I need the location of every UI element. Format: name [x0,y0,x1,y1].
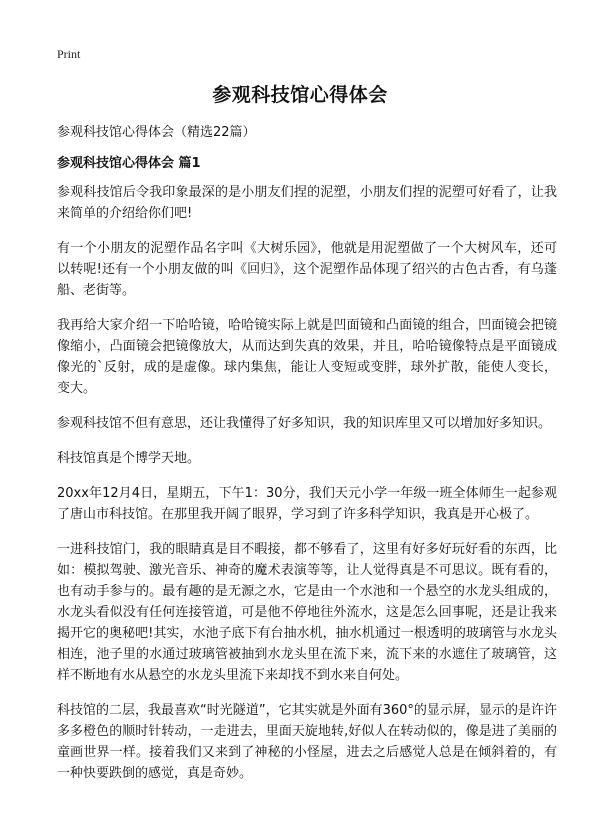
section-heading: 参观科技馆心得体会 篇1 [57,156,201,171]
paragraph-3: 我再给大家介绍一下哈哈镜，哈哈镜实际上就是凹面镜和凸面镜的组合，凹面镜会把镜像缩小，凸面镜会把镜像放大，从而达到失真的效果，并且，哈哈镜像特点是平面镜成像光的`反射，成的是虚像。球内集焦，能让人变短或变胖，球外扩散，能使人变长，变大。 [57,318,557,396]
paragraph-4: 参观科技馆不但有意思，还让我懂得了好多知识，我的知识库里又可以增加好多知识。 [57,416,552,431]
paragraph-1: 参观科技馆后令我印象最深的是小朋友们捏的泥塑，小朋友们捏的泥塑可好看了，让我来简单的介绍给你们吧! [57,185,557,221]
paragraph-6: 20xx年12月4日，星期五，下午1：30分，我们天元小学一年级一班全体师生一起参观了唐山市科技馆。在那里我开阔了眼界，学习到了许多科学知识，我真是开心极了。 [57,486,557,522]
print-label: Print [57,47,81,61]
paragraph-7: 一进科技馆门，我的眼睛真是目不暇接，都不够看了，这里有好多好玩好看的东西，比如：模拟驾驶、激光音乐、神奇的魔术表演等等，让人觉得真是不可思议。既有看的，也有动手参与的。最有趣的是无源之水，它是由一个水池和一个悬空的水龙头组成的，水龙头看似没有任何连接管道，可是他不停地往外流水，这是怎么回事呢，还是让我来揭开它的奥秘吧!其实，水池子底下有台抽水机，抽水机通过一根透明的玻璃管与水龙头相连，池子里的水通过玻璃管被抽到水龙头里在流下来，流下来的水遮住了玻璃管，这样不断地有水从悬空的水龙头里流下来却找不到水来自何处。 [57,542,557,683]
paragraph-8: 科技馆的二层，我最喜欢“时光隧道”，它其实就是外面有360°的显示屏，显示的是许许多多橙色的顺时针转动，一走进去，里面天旋地转,好似人在转动似的，像是进了美丽的童画世界一样。接着我们又来到了神秘的小怪屋，进去之后感觉人总是在倾斜着的，有一种快要跌倒的感觉，真是奇妙。 [57,703,557,781]
page-title: 参观科技馆心得体会 [212,84,388,106]
article-body [57,182,557,798]
document-subtitle: 参观科技馆心得体会（精选22篇） [57,125,256,140]
paragraph-2: 有一个小朋友的泥塑作品名字叫《大树乐园》，他就是用泥塑做了一个大树风车，还可以转呢!还有一个小朋友做的叫《回归》，这个泥塑作品体现了绍兴的古色古香，有乌蓬船、老街等。 [57,241,557,298]
paragraph-5: 科技馆真是个博学天地。 [57,451,201,466]
